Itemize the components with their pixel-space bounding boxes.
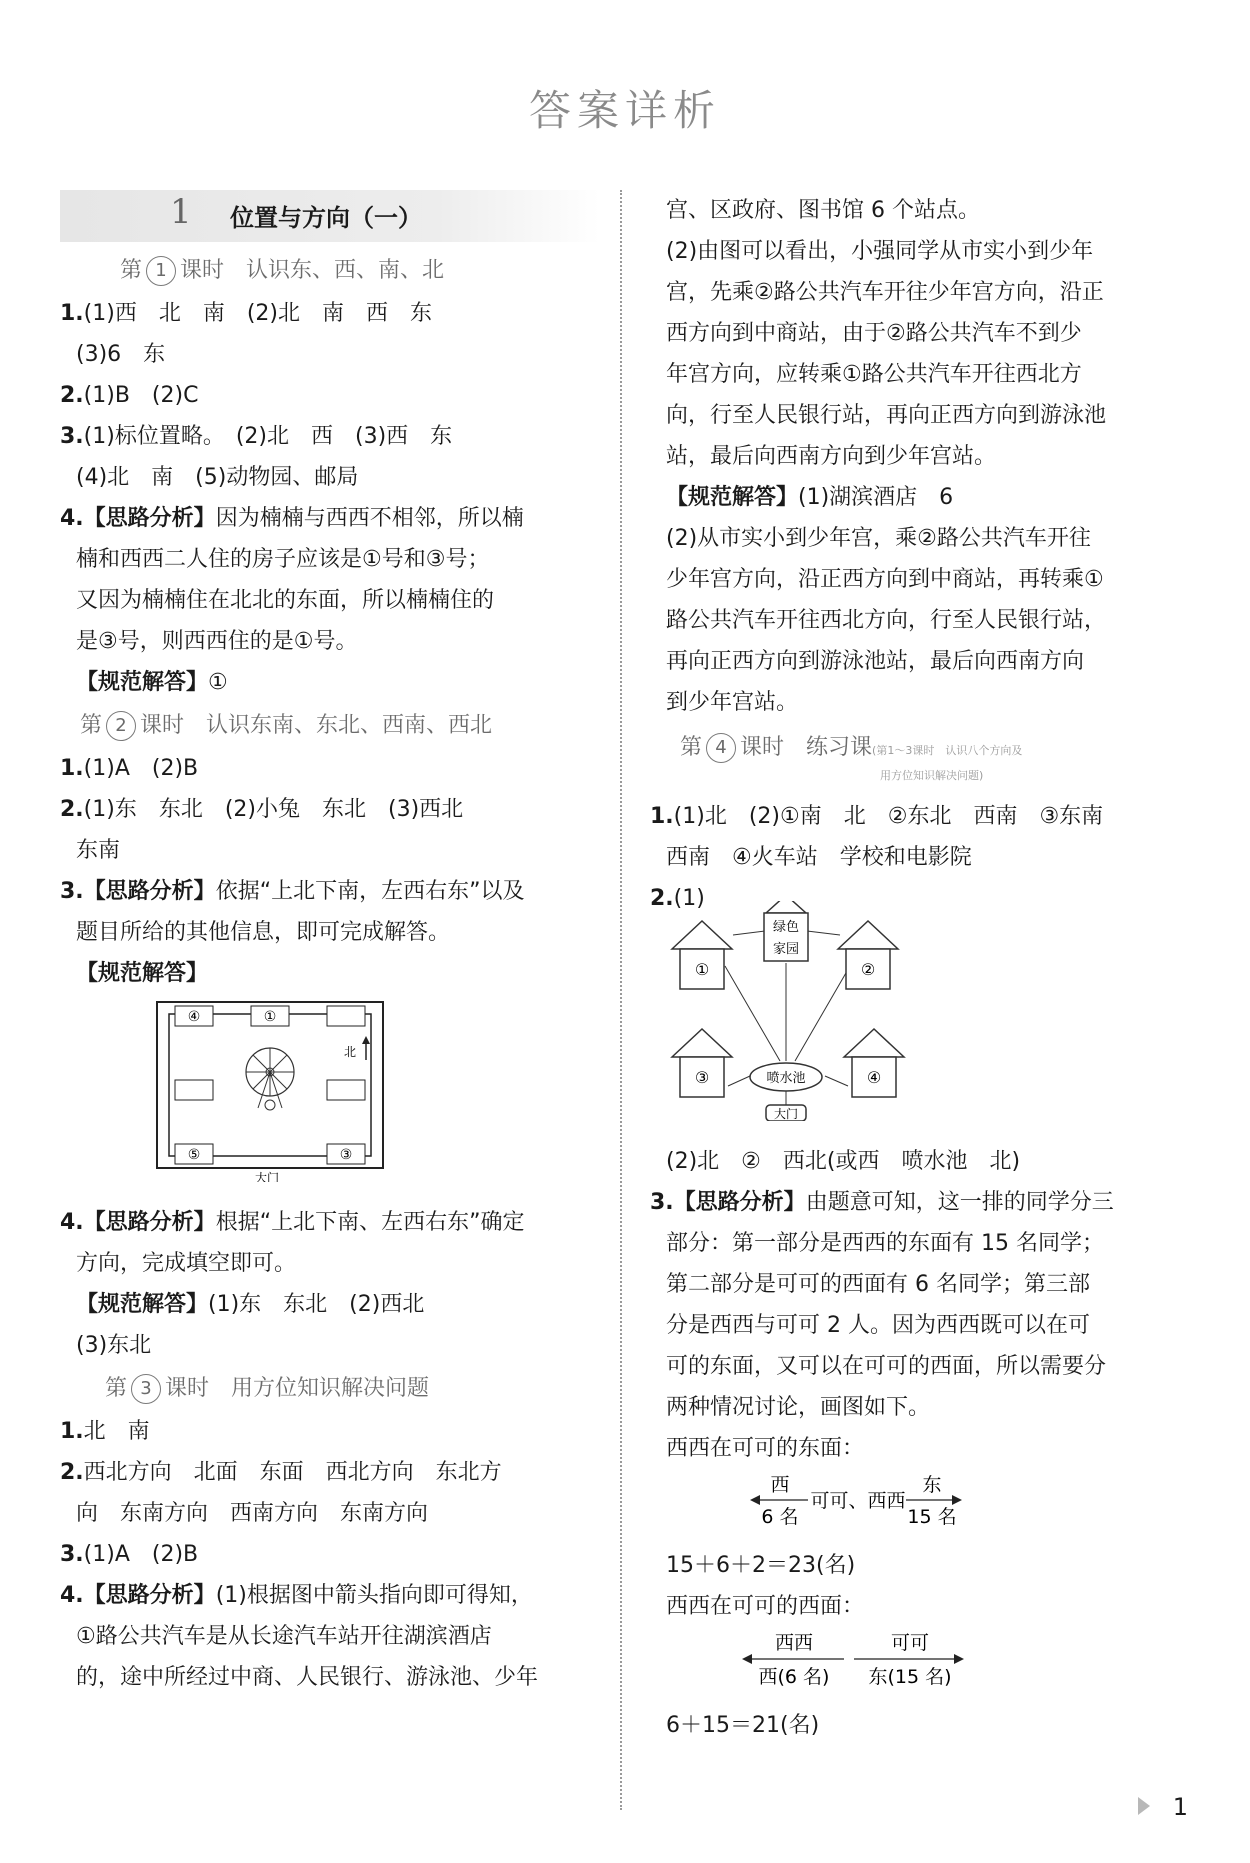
analysis-tag: 【思路分析】: [83, 1210, 216, 1235]
lesson-prefix: 第: [80, 713, 103, 738]
l4-answer-1: 1.(1)北 (2)①南 北 ②东北 西南 ③东南: [650, 804, 1104, 829]
answer-3: 3.(1)标位置略。 (2)北 西 (3)西 东: [60, 424, 453, 449]
line-h3-fountain: [728, 1076, 750, 1086]
answer-4: 4.【思路分析】因为楠楠与西西不相邻，所以楠: [60, 506, 524, 531]
left-column: [60, 190, 600, 1698]
l4-answer-1-cont: 西南 ④火车站 学校和电影院: [666, 845, 972, 870]
analysis-tag: 【思路分析】: [83, 506, 216, 531]
case2-right-arrow-head: [954, 1654, 964, 1664]
l3-answer-1: 1.北 南: [60, 1419, 150, 1444]
case-1-diagram: [650, 1469, 1195, 1545]
l2-answer-2-cont: 东南: [76, 838, 121, 863]
r-line-4: 西方向到中商站，由于②路公共汽车不到少: [666, 321, 1082, 346]
map-label-1: ①: [263, 1009, 277, 1025]
l3-answer-4: 4.【思路分析】(1)根据图中箭头指向即可得知，: [60, 1583, 533, 1608]
answer-text: (1)A (2)B: [83, 756, 199, 781]
house-3-label: ③: [694, 1068, 710, 1087]
line-h1-fountain: [725, 966, 780, 1061]
l2-answer-4: 4.【思路分析】根据“上北下南、左西右东”确定: [60, 1210, 525, 1235]
map-cell-top-right: [327, 1006, 365, 1026]
case2-right: 可可: [890, 1632, 930, 1654]
case-1-arrows: [750, 1469, 1010, 1531]
l2-answer-4-solution-cont: (3)东北: [76, 1333, 152, 1358]
ferris-wheel-icon: [246, 1048, 294, 1110]
unit-number: 1: [170, 192, 192, 232]
r-solution: [650, 477, 1195, 518]
park-map: [155, 1000, 385, 1182]
lesson-prefix: 第: [120, 258, 143, 283]
answer-2: 2.(1)B (2)C: [60, 383, 199, 408]
analysis-tag: 【思路分析】: [83, 1583, 216, 1608]
calc-2: 6＋15＝21(名): [666, 1713, 820, 1738]
case1-mid: 可可、西西: [810, 1490, 906, 1512]
green-home-label-1: 绿色: [772, 920, 800, 935]
case-2-label: 西西在可可的西面：: [666, 1594, 865, 1619]
l3-answer-4-line2: ①路公共汽车是从长途汽车站开往湖滨酒店: [76, 1624, 492, 1649]
answer-text: (1)根据图中箭头指向即可得知，: [215, 1583, 533, 1608]
l4-answer-3-line5: 可的东面，又可以在可可的西面，所以需要分: [666, 1354, 1107, 1379]
unit-title: 位置与方向（一）: [230, 204, 422, 232]
answer-text: (1)A (2)B: [83, 1542, 199, 1567]
r-line-1: 宫、区政府、图书馆 6 个站点。: [666, 198, 980, 223]
solution-text: (1)东 东北 (2)西北: [208, 1292, 425, 1317]
map-north-label: 北: [343, 1045, 357, 1059]
case-2-diagram: [650, 1627, 1195, 1705]
analysis-tag: 【思路分析】: [83, 879, 216, 904]
l4-answer-3: 3.【思路分析】由题意可知，这一排的同学分三: [650, 1190, 1114, 1215]
r-solution-4: 路公共汽车开往西北方向，行至人民银行站，: [666, 608, 1107, 633]
l2-answer-1: 1.(1)A (2)B: [60, 756, 199, 781]
right-column: [650, 190, 1195, 1746]
map-label-3: ③: [339, 1147, 353, 1163]
lesson-title: 课时 用方位知识解决问题: [165, 1376, 430, 1401]
line-h4-fountain: [825, 1076, 848, 1086]
r-solution-5: 再向正西方向到游泳池站，最后向西南方向: [666, 649, 1085, 674]
houses-diagram-figure: [650, 901, 1195, 1135]
case1-west-arrow-head: [750, 1495, 760, 1505]
l2-answer-4-cont: 方向，完成填空即可。: [76, 1251, 297, 1276]
lesson-title: 课时 认识东、西、南、北: [180, 258, 445, 283]
map-label-5: ⑤: [187, 1147, 201, 1163]
case2-left: 西西: [774, 1632, 814, 1654]
lesson-1-header: [60, 250, 600, 291]
lesson-number: 1: [146, 256, 176, 286]
case2-left-sub: 西(6 名): [758, 1666, 830, 1688]
l4-answer-3-line6: 两种情况讨论，画图如下。: [666, 1395, 931, 1420]
l2-answer-3: 3.【思路分析】依据“上北下南，左西右东”以及: [60, 879, 525, 904]
l2-answer-3-solution: [60, 953, 600, 994]
l3-answer-2: 2.西北方向 北面 东面 西北方向 东北方: [60, 1460, 502, 1485]
fountain-label: 喷水池: [766, 1071, 806, 1086]
l4-answer-3-line3: 第二部分是可可的西面有 6 名同学；第三部: [666, 1272, 1090, 1297]
analysis-tag: 【思路分析】: [673, 1190, 806, 1215]
l2-answer-4-solution: [60, 1284, 600, 1325]
case1-west-sub: 6 名: [761, 1506, 799, 1528]
answer-text: (1)标位置略。 (2)北 西 (3)西 东: [83, 424, 453, 449]
gate-label: 大门: [773, 1107, 799, 1121]
lesson-2-header: [60, 705, 600, 746]
house-4-label: ④: [866, 1068, 882, 1087]
answer-text: (1)东 东北 (2)小兔 东北 (3)西北: [83, 797, 464, 822]
r-line-7: 站，最后向西南方向到少年宫站。: [666, 444, 997, 469]
l3-answer-2-cont: 向 东南方向 西南方向 东南方向: [76, 1501, 429, 1526]
north-arrow-head: [362, 1036, 370, 1044]
house-2-label: ②: [860, 960, 876, 979]
lesson-prefix: 第: [680, 735, 703, 760]
answer-4-solution: [60, 662, 600, 703]
answer-4-line3: 又因为楠楠住在北北的东面，所以楠楠住的: [76, 588, 495, 613]
green-home-label-2: 家园: [772, 942, 800, 957]
solution-tag: 【规范解答】: [76, 1292, 209, 1317]
answer-1-cont: (3)6 东: [76, 342, 166, 367]
lesson-number: 3: [131, 1374, 161, 1404]
case1-west: 西: [770, 1474, 790, 1496]
answer-4-line4: 是③号，则西西住的是①号。: [76, 629, 358, 654]
case2-left-arrow-head: [742, 1654, 752, 1664]
l4-answer-3-line2: 部分：第一部分是西西的东面有 15 名同学；: [666, 1231, 1104, 1256]
l3-answer-4-line3: 的，途中所经过中商、人民银行、游泳池、少年: [76, 1665, 539, 1690]
l4-answer-2-part2: (2)北 ② 西北(或西 喷水池 北): [666, 1149, 1021, 1174]
column-divider: [620, 190, 622, 1810]
l3-answer-3: 3.(1)A (2)B: [60, 1542, 199, 1567]
lesson-number: 4: [706, 733, 736, 763]
r-solution-6: 到少年宫站。: [666, 690, 799, 715]
answer-3-cont: (4)北 南 (5)动物园、邮局: [76, 465, 359, 490]
answer-text: 由题意可知，这一排的同学分三: [805, 1190, 1114, 1215]
line-h1-home: [733, 931, 765, 935]
lesson-note-2: 用方位知识解决问题): [880, 769, 984, 782]
line-h2-fountain: [795, 966, 850, 1061]
answer-text: 根据“上北下南、左西右东”确定: [215, 1210, 525, 1235]
case1-east-sub: 15 名: [907, 1506, 957, 1528]
lesson-note: (第1～3课时 认识八个方向及: [872, 744, 1023, 757]
lesson-title: 课时 练习课: [740, 735, 873, 760]
park-map-figure: [60, 1000, 600, 1196]
l4-answer-2: 2.(1): [650, 886, 705, 911]
map-cell-mid-left: [175, 1080, 213, 1100]
lesson-number: 2: [106, 711, 136, 741]
answer-text: 因为楠楠与西西不相邻，所以楠: [215, 506, 524, 531]
answer-text: 西北方向 北面 东面 西北方向 东北方: [83, 1460, 502, 1485]
l2-answer-3-cont: 题目所给的其他信息，即可完成解答。: [76, 920, 451, 945]
answer-4-line2: 楠和西西二人住的房子应该是①号和③号；: [76, 547, 490, 572]
solution-text: ①: [208, 670, 228, 695]
answer-text: (1)西 北 南 (2)北 南 西 东: [83, 301, 432, 326]
solution-tag: 【规范解答】: [666, 485, 799, 510]
answer-text: 北 南: [83, 1419, 150, 1444]
map-label-4: ④: [187, 1009, 201, 1025]
case-2-arrows: [740, 1627, 1010, 1691]
page-marker-icon: [1138, 1797, 1150, 1815]
case1-east: 东: [922, 1474, 942, 1496]
l2-answer-2: 2.(1)东 东北 (2)小兔 东北 (3)西北: [60, 797, 464, 822]
case2-right-sub: 东(15 名): [868, 1666, 952, 1688]
case1-east-arrow-head: [952, 1495, 962, 1505]
house-1-label: ①: [694, 960, 710, 979]
lesson-title: 课时 认识东南、东北、西南、西北: [140, 713, 493, 738]
line-h2-home: [807, 931, 840, 935]
solution-text: (1)湖滨酒店 6: [798, 485, 954, 510]
r-solution-2: (2)从市实小到少年宫，乘②路公共汽车开往: [666, 526, 1091, 551]
solution-tag: 【规范解答】: [76, 670, 209, 695]
r-line-6: 向，行至人民银行站，再向正西方向到游泳池: [666, 403, 1107, 428]
answer-1: 1.(1)西 北 南 (2)北 南 西 东: [60, 301, 432, 326]
answer-text: 依据“上北下南，左西右东”以及: [215, 879, 525, 904]
page-number: 1: [1172, 1793, 1188, 1821]
houses-diagram: [670, 901, 910, 1121]
r-solution-3: 少年宫方向，沿正西方向到中商站，再转乘①: [666, 567, 1104, 592]
case-1-label: 西西在可可的东面：: [666, 1436, 865, 1461]
answer-text: (1)B (2)C: [83, 383, 199, 408]
map-cell-mid-right: [327, 1080, 365, 1100]
r-line-3: 宫，先乘②路公共汽车开往少年宫方向，沿正: [666, 280, 1104, 305]
answer-text: (1): [673, 886, 705, 911]
calc-1: 15＋6＋2＝23(名): [666, 1553, 856, 1578]
map-gate-label: 大门: [254, 1171, 280, 1182]
solution-tag: 【规范解答】: [76, 961, 209, 986]
lesson-3-header: [60, 1368, 600, 1409]
unit-banner: [60, 190, 600, 242]
r-line-2: (2)由图可以看出，小强同学从市实小到少年: [666, 239, 1094, 264]
page-title: 答案详析: [528, 86, 721, 135]
r-line-5: 年宫方向，应转乘①路公共汽车开往西北方: [666, 362, 1082, 387]
l4-answer-3-line4: 分是西西与可可 2 人。因为西西既可以在可: [666, 1313, 1090, 1338]
answer-text: (1)北 (2)①南 北 ②东北 西南 ③东南: [673, 804, 1104, 829]
lesson-prefix: 第: [105, 1376, 128, 1401]
